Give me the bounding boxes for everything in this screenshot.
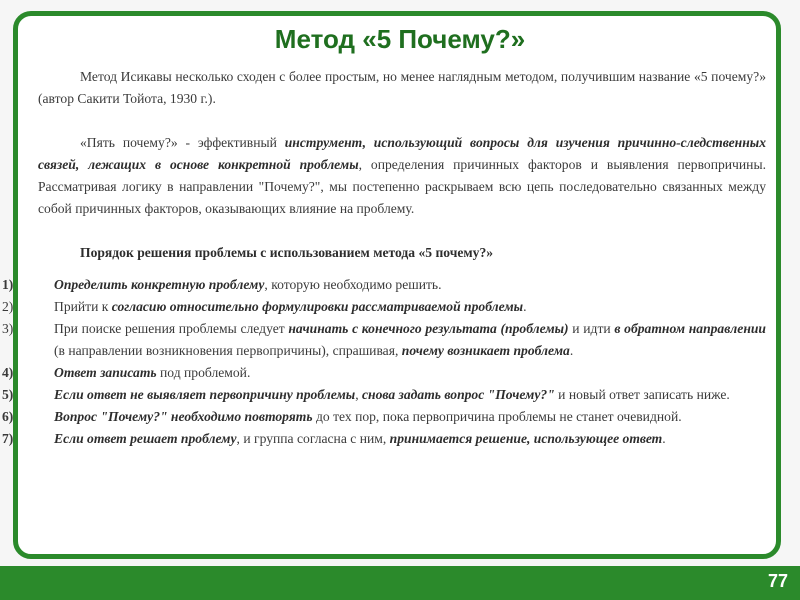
slide-content [2,66,767,450]
step-emphasis: снова задать вопрос "Почему?" [362,387,555,402]
step-number: 1) [2,277,14,292]
step-text: , и группа согласна с ним, [236,431,390,446]
step-emphasis: Вопрос "Почему?" необходимо повторять [54,409,313,424]
step-emphasis: Если ответ решает проблему [54,431,237,446]
footer-bar [0,566,800,600]
spacer [38,220,766,242]
slide-title: Метод «5 Почему?» [274,24,526,54]
spacer [38,110,766,132]
step-text: и новый ответ записать ниже. [554,387,730,402]
step-text: , которую необходимо решить. [264,277,442,292]
step-text: . [523,299,527,314]
step-number: 4) [2,365,14,380]
step-emphasis: в обратном направлении [614,321,766,336]
step-text: до тех пор, пока первопричина проблемы не станет очевидной. [312,409,682,424]
procedure-heading: Порядок решения проблемы с использованием метода «5 почему?» [80,245,494,260]
step-item-5 [2,384,766,406]
step-text: Прийти к [54,299,112,314]
step-text: под проблемой. [156,365,251,380]
intro-paragraph: Метод Исикавы несколько сходен с более простым, но менее наглядным методом, получившим название «5 почему?» (автор Сакити Тойота, 1930 г.). [38,69,766,106]
step-text: и идти [568,321,615,336]
step-number: 7) [2,431,14,446]
step-emphasis: Определить конкретную проблему [54,277,265,292]
step-text: При поиске решения проблемы следует [54,321,289,336]
step-text: , [355,387,362,402]
step-number: 6) [2,409,14,424]
definition-emphasis: инструмент, использующий вопросы для изучения причинно-следственных связей, лежащих в основе конкретной проблемы [38,135,767,172]
step-emphasis: почему возникает проблема [401,343,570,358]
step-number: 3) [2,321,14,336]
definition-text-2: , определения причинных факторов и выявления первопричины. Рассматривая логику в направлении "Почему?", мы постепенно раскрываем всю цепь последовательно связанных между собой причинных факторов, оказывающих влияние на проблему. [38,157,766,216]
step-emphasis: Если ответ не выявляет первопричину проблемы [54,387,356,402]
step-item-2 [2,296,766,318]
step-item-3 [2,318,766,362]
definition-paragraph [38,132,766,220]
definition-text-1: «Пять почему?» - эффективный [80,135,285,150]
step-text: . [662,431,666,446]
step-item-7 [2,428,766,450]
page-number: 77 [767,571,788,591]
step-emphasis: согласию относительно формулировки рассматриваемой проблемы [111,299,524,314]
step-number: 2) [2,299,14,314]
procedure-steps-list [2,274,766,450]
step-item-1 [2,274,766,296]
step-emphasis: начинать с конечного результата (проблемы) [288,321,569,336]
step-item-6 [2,406,766,428]
step-emphasis: принимается решение, использующее ответ [389,431,663,446]
step-text: . [569,343,574,358]
step-text: (в направлении возникновения первопричины), спрашивая, [54,343,402,358]
step-item-4 [2,362,766,384]
step-emphasis: Ответ записать [54,365,157,380]
step-number: 5) [2,387,14,402]
